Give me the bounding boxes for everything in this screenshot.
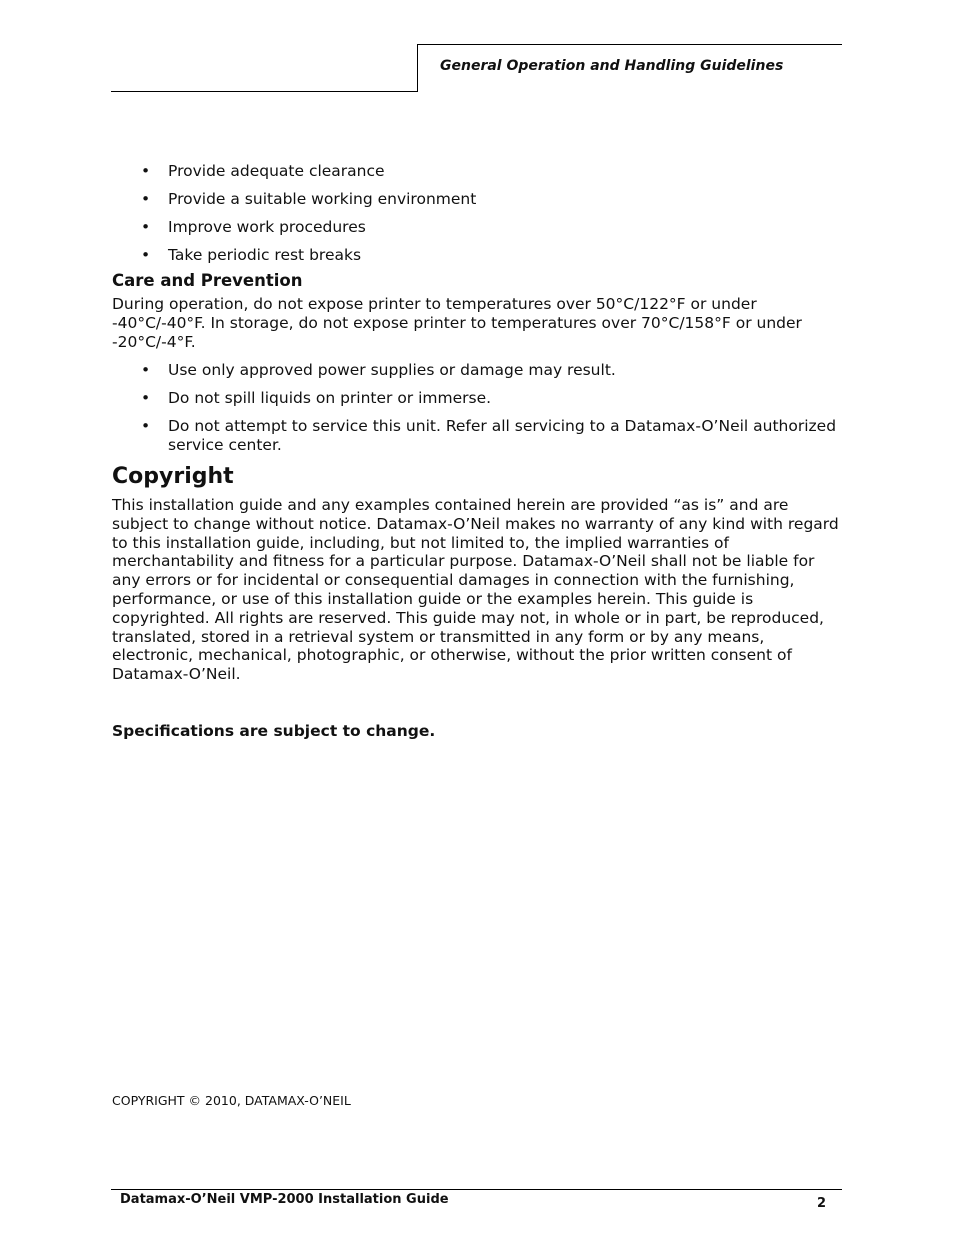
list-item: • Use only approved power supplies or damage may result. (141, 361, 616, 379)
copyright-notice: COPYRIGHT © 2010, DATAMAX-O’NEIL (112, 1093, 351, 1108)
copyright-heading: Copyright (112, 464, 234, 489)
page-number: 2 (817, 1196, 827, 1211)
list-item: • Improve work procedures (141, 218, 366, 236)
running-header-title: General Operation and Handling Guidelines (440, 58, 784, 74)
bullet-icon: • (141, 361, 151, 379)
copyright-paragraph: This installation guide and any examples contained herein are provided “as is” and are subject to change without notice. Datamax-O’Neil makes no warranty of any kind with regard to this installation guide, including, but not limited to, the implied warranties of merchantability and fitness for a particular purpose. Datamax-O’Neil shall not be liable for any errors or for incidental or consequential damages in connection with the furnishing, performance, or use of this installation guide or the examples herein. This guide is copyrighted. All rights are reserved. This guide may not, in whole or in part, be reproduced, translated, stored in a retrieval system or transmitted in any form or by any means, electronic, mechanical, photographic, or otherwise, without the prior written consent of Datamax-O’Neil. (112, 496, 839, 684)
specs-note: Specifications are subject to change. (112, 721, 436, 740)
care-bullet-list (112, 361, 842, 455)
page-content (112, 162, 842, 741)
bullet-icon: • (141, 190, 151, 208)
list-item: • Provide adequate clearance (141, 162, 385, 180)
header-rule-left (111, 91, 418, 92)
list-item: • Do not spill liquids on printer or immerse. (141, 389, 492, 407)
list-item: • Do not attempt to service this unit. Refer all servicing to a Datamax-O’Neil authorized service center. (141, 417, 837, 454)
list-item: • Take periodic rest breaks (141, 246, 362, 264)
bullet-icon: • (141, 162, 151, 180)
bullet-icon: • (141, 246, 151, 264)
bullet-icon: • (141, 417, 151, 435)
intro-bullet-list (112, 162, 842, 265)
list-item: • Provide a suitable working environment (141, 190, 477, 208)
care-paragraph: During operation, do not expose printer to temperatures over 50°C/122°F or under -40°C/-40°F. In storage, do not expose printer to temperatures over 70°C/158°F or under -20°C/-4°F. (112, 295, 802, 351)
footer-title: Datamax-O’Neil VMP-2000 Installation Guide (120, 1192, 449, 1207)
bullet-icon: • (141, 389, 151, 407)
bullet-icon: • (141, 218, 151, 236)
footer-rule (111, 1189, 842, 1190)
care-heading: Care and Prevention (112, 271, 303, 290)
